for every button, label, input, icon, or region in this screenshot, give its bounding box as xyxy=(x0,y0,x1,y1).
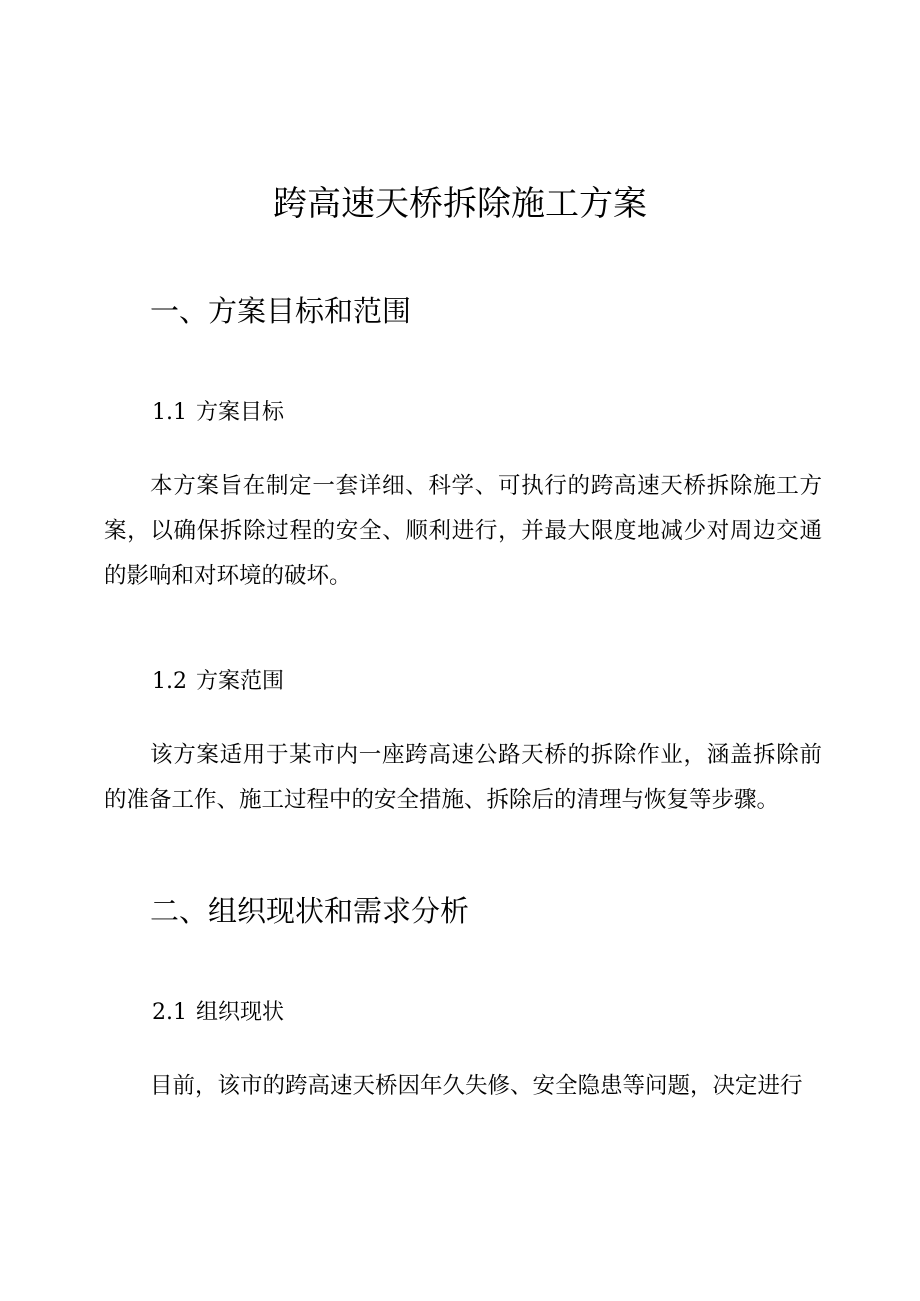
paragraph-2-1: 目前，该市的跨高速天桥因年久失修、安全隐患等问题，决定进行 xyxy=(150,1073,803,1099)
paragraph-1-1: 本方案旨在制定一套详细、科学、可执行的跨高速天桥拆除施工方案，以确保拆除过程的安全、顺利进行，并最大限度地减少对周边交通的影响和对环境的破坏。 xyxy=(104,473,822,589)
subsection-heading-1-2 xyxy=(152,666,284,698)
paragraph-1-2: 该方案适用于某市内一座跨高速公路天桥的拆除作业，涵盖拆除前的准备工作、施工过程中的安全措施、拆除后的清理与恢复等步骤。 xyxy=(104,742,822,813)
subsection-number: 1.2 xyxy=(152,669,187,694)
subsection-title: 方案范围 xyxy=(196,669,285,694)
section-heading-2: 二、组织现状和需求分析 xyxy=(150,894,470,928)
section-heading-1: 一、方案目标和范围 xyxy=(150,294,412,328)
subsection-heading-2-1 xyxy=(152,997,284,1029)
subsection-title: 方案目标 xyxy=(196,400,285,425)
document-title: 跨高速天桥拆除施工方案 xyxy=(273,184,647,224)
subsection-title: 组织现状 xyxy=(196,1000,285,1025)
subsection-heading-1-1 xyxy=(152,397,284,429)
subsection-number: 2.1 xyxy=(152,1000,187,1025)
subsection-number: 1.1 xyxy=(152,400,187,425)
